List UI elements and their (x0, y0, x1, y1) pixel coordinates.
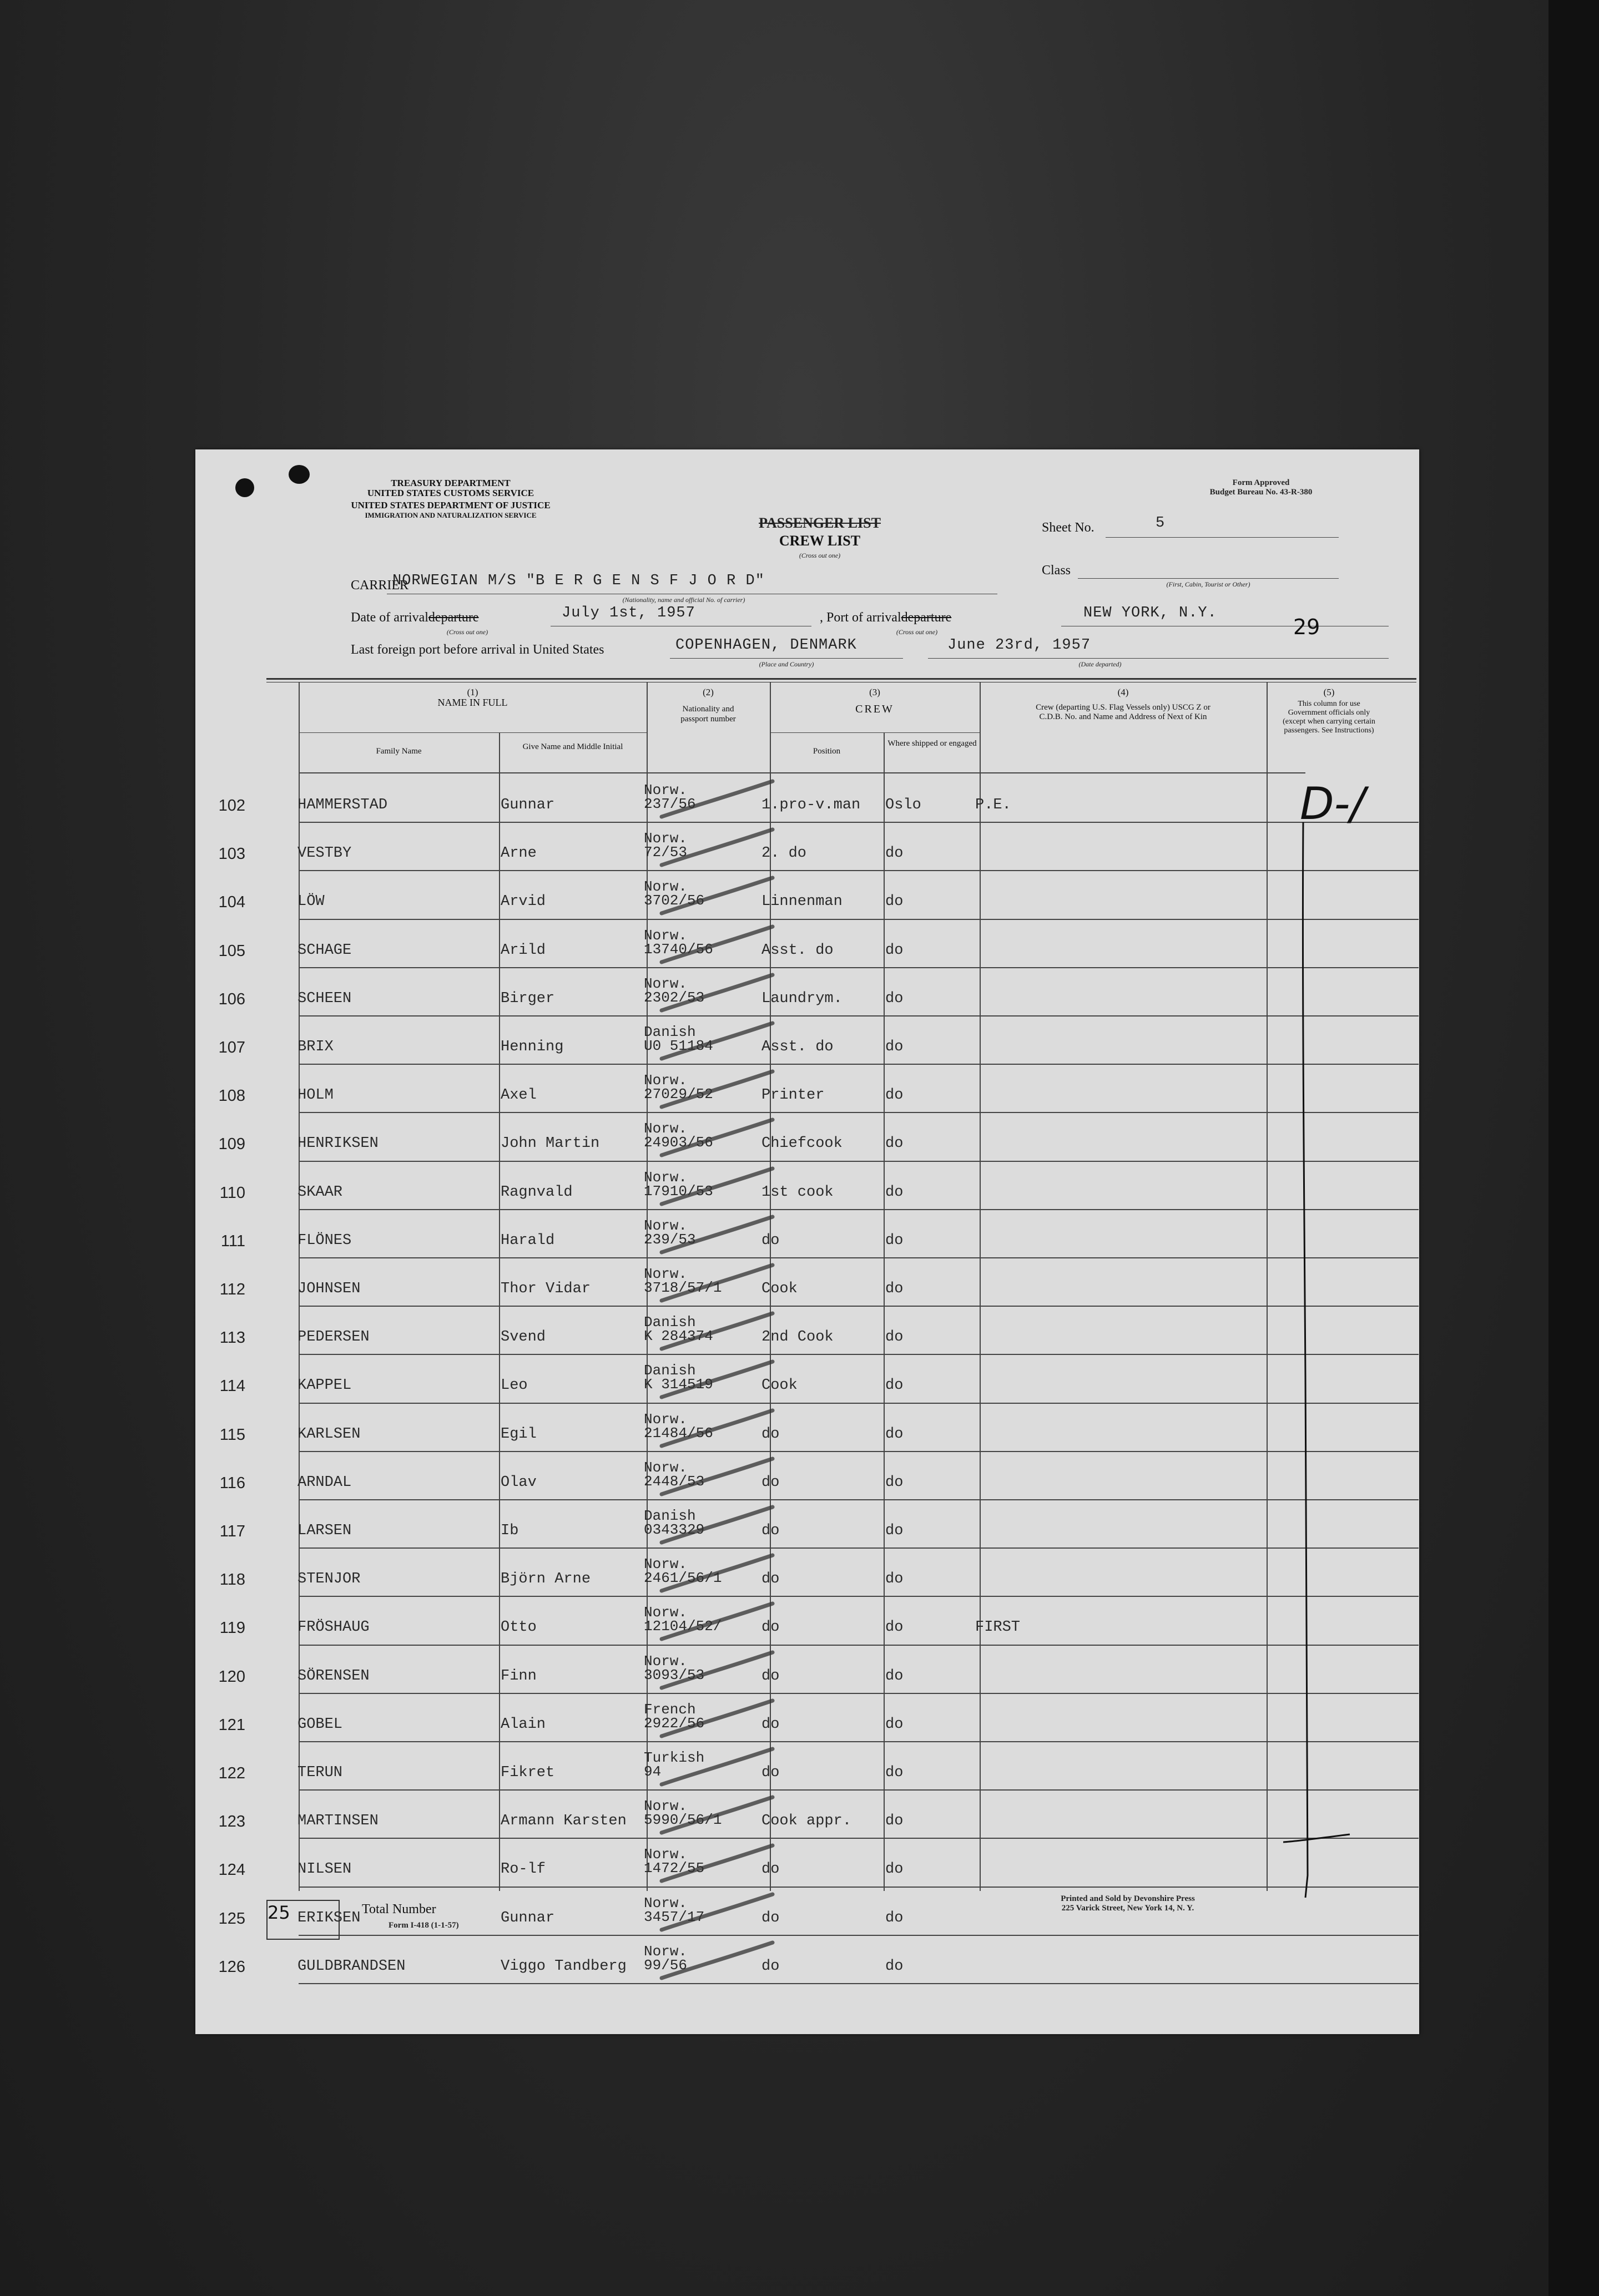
agency-line: UNITED STATES CUSTOMS SERVICE (367, 488, 534, 498)
row-number: 125 (218, 1909, 245, 1928)
agency-line: TREASURY DEPARTMENT (391, 478, 511, 488)
check-mark-icon (656, 1551, 784, 1595)
row-number: 109 (218, 1135, 245, 1154)
shipped-where: do (885, 1619, 904, 1636)
nationality: Norw. (644, 1459, 688, 1476)
crew-position: do (761, 1958, 780, 1975)
given-name: Axel (501, 1087, 537, 1104)
crew-position: do (761, 1425, 780, 1443)
passport-number: 21484/56 (644, 1424, 713, 1442)
row-rule (299, 1596, 1419, 1597)
port-label-comma: , (820, 610, 826, 625)
crew-position: do (761, 1571, 780, 1588)
col3-position-header: Position (813, 747, 841, 756)
nationality: Danish (644, 1362, 696, 1379)
check-mark-icon (656, 1019, 784, 1063)
shipped-where: do (885, 1425, 904, 1443)
row-number: 123 (218, 1813, 245, 1831)
col3-header (770, 687, 980, 715)
port-label-departure: departure (901, 610, 952, 625)
family-name: HAMMERSTAD (297, 797, 388, 813)
col-divider-given (499, 732, 500, 1891)
next-of-kin: FIRST (975, 1619, 1021, 1636)
crew-position: do (761, 1523, 780, 1539)
check-mark-icon (656, 1599, 784, 1643)
last-port-value: COPENHAGEN, DENMARK (675, 637, 857, 654)
port-value: NEW YORK, N.Y. (1083, 605, 1217, 621)
crew-position: do (761, 1619, 780, 1636)
shipped-where: do (885, 845, 904, 862)
family-name: HENRIKSEN (297, 1135, 379, 1152)
crew-position: Asst. do (761, 942, 834, 959)
col2-number: (2) (703, 687, 714, 697)
family-name: NILSEN (297, 1861, 352, 1878)
passport-number: 1472/55 (644, 1860, 705, 1877)
family-name: FRÖSHAUG (297, 1619, 370, 1636)
check-mark-icon (656, 1164, 784, 1208)
family-name: LARSEN (297, 1523, 352, 1539)
nationality: Norw. (644, 1846, 688, 1863)
passport-number: 5990/56/1 (644, 1812, 722, 1829)
row-rule (299, 1693, 1419, 1694)
port-label-arrival: Port of arrival (826, 610, 901, 625)
row-rule (299, 1547, 1419, 1549)
col3-where-header: Where shipped or engaged (887, 739, 977, 748)
family-name: TERUN (297, 1764, 343, 1781)
nationality: Norw. (644, 975, 688, 992)
last-port-label: Last foreign port before arrival in United States (351, 643, 604, 657)
total-value: 25 (268, 1902, 290, 1923)
shipped-where: Oslo (885, 797, 921, 813)
nationality: Norw. (644, 1652, 688, 1670)
nationality: Norw. (644, 1072, 688, 1089)
crew-position: 2nd Cook (761, 1329, 834, 1346)
crew-position: Chiefcook (761, 1135, 843, 1152)
agency-line: UNITED STATES DEPARTMENT OF JUSTICE (351, 500, 551, 510)
given-name: Finn (501, 1667, 537, 1685)
family-name: SKAAR (297, 1184, 343, 1201)
row-number: 107 (218, 1039, 245, 1056)
row-number: 108 (218, 1087, 245, 1105)
shipped-where: do (885, 1377, 904, 1394)
check-mark-icon (656, 1261, 784, 1305)
shipped-where: do (885, 1281, 904, 1297)
row-number: 113 (219, 1329, 245, 1347)
col1-number: (1) (467, 687, 478, 697)
col-divider-official (1267, 682, 1268, 1891)
nationality: Norw. (644, 1217, 688, 1234)
given-name: Ib (501, 1523, 519, 1539)
crew-position: Linnenman (761, 893, 843, 911)
shipped-where: do (885, 1958, 904, 1975)
form-approved: Form Approved (1232, 478, 1290, 487)
row-number: 112 (219, 1281, 245, 1298)
shipped-where: do (885, 1184, 904, 1201)
passport-number: 13740/56 (644, 940, 713, 958)
family-name: KARLSEN (297, 1425, 361, 1443)
crew-position: Cook (761, 1377, 798, 1394)
passport-number: K 314519 (644, 1376, 713, 1393)
agency-line: IMMIGRATION AND NATURALIZATION SERVICE (365, 511, 537, 519)
col2-title: Nationality and passport number (680, 705, 736, 724)
family-name: FLÖNES (297, 1232, 352, 1249)
check-mark-icon (656, 922, 784, 967)
check-mark-icon (656, 777, 784, 821)
family-name: MARTINSEN (297, 1813, 379, 1830)
check-mark-icon (656, 970, 784, 1015)
col1-header (299, 687, 647, 708)
shipped-where: do (885, 1861, 904, 1878)
crew-position: do (761, 1667, 780, 1685)
row-rule (299, 1451, 1419, 1452)
row-number: 122 (218, 1764, 245, 1782)
check-mark-icon (656, 1067, 784, 1111)
given-name: Arild (501, 942, 546, 959)
passport-number: 17910/53 (644, 1182, 713, 1200)
crew-list-form (195, 449, 1419, 2034)
given-name: Harald (501, 1232, 555, 1249)
shipped-where: do (885, 1813, 904, 1830)
given-name: Ragnvald (501, 1184, 573, 1201)
col5-header (1267, 687, 1391, 735)
date-departed-hint: (Date departed) (1078, 660, 1122, 668)
row-number: 104 (218, 893, 245, 912)
family-name: GULDBRANDSEN (297, 1958, 406, 1975)
family-name: JOHNSEN (297, 1281, 361, 1297)
shipped-where: do (885, 1135, 904, 1152)
row-number: 121 (218, 1716, 245, 1734)
row-rule (299, 1161, 1419, 1162)
passport-number: 3093/53 (644, 1666, 705, 1683)
passport-number: 94 (644, 1763, 662, 1780)
sheet-label: Sheet No. (1042, 520, 1094, 535)
passport-number: 99/56 (644, 1956, 688, 1974)
col5-number: (5) (1323, 687, 1335, 697)
crew-position: Printer (761, 1087, 825, 1104)
family-name: HOLM (297, 1087, 334, 1104)
row-rule (299, 1887, 1419, 1888)
crew-position: do (761, 1909, 780, 1926)
printer-block (1011, 1894, 1244, 1913)
given-name: Arvid (501, 893, 546, 911)
row-number: 118 (219, 1571, 245, 1589)
col1-given-header: Give Name and Middle Initial (522, 742, 623, 751)
check-mark-icon (656, 1309, 784, 1353)
row-rule (299, 1983, 1419, 1984)
check-mark-icon (656, 1696, 784, 1741)
nationality: Norw. (644, 878, 688, 896)
given-name: Olav (501, 1474, 537, 1491)
given-name: Fikret (501, 1764, 555, 1781)
passport-number: 2448/53 (644, 1473, 705, 1490)
nationality: Danish (644, 1314, 696, 1331)
row-rule (299, 822, 1419, 823)
check-mark-icon (656, 1938, 784, 1983)
carrier-label: CARRIER (351, 578, 409, 593)
row-number: 116 (219, 1474, 245, 1492)
family-name: KAPPEL (297, 1377, 352, 1394)
crew-position: 1.pro-v.man (761, 797, 861, 813)
crew-position: do (761, 1764, 780, 1781)
given-name: Egil (501, 1425, 537, 1443)
class-hint: (First, Cabin, Tourist or Other) (1166, 580, 1250, 588)
row-rule (299, 967, 1419, 968)
shipped-where: do (885, 1087, 904, 1104)
date-value: July 1st, 1957 (562, 605, 695, 621)
given-name: John Martin (501, 1135, 600, 1152)
family-name: SCHEEN (297, 990, 352, 1007)
passport-number: 3702/56 (644, 892, 705, 909)
nationality: Norw. (644, 782, 688, 798)
given-name: Svend (501, 1329, 546, 1346)
row-rule (299, 919, 1419, 920)
shipped-where: do (885, 1909, 904, 1926)
shipped-where: do (885, 1716, 904, 1733)
given-name: Otto (501, 1619, 537, 1636)
crew-table (195, 449, 1419, 2034)
printer-line: 225 Varick Street, New York 14, N. Y. (1061, 1904, 1194, 1913)
nationality: French (644, 1701, 696, 1718)
passport-number: 0343329 (644, 1521, 705, 1538)
name-subheader-rule (299, 732, 647, 733)
family-name: LÖW (297, 893, 325, 911)
passport-number: 3457/17 (644, 1908, 705, 1925)
family-name: SCHAGE (297, 942, 352, 959)
list-title-struck: PASSENGER LIST (759, 515, 881, 531)
page-number: 29 (1293, 615, 1320, 639)
list-title: CREW LIST (779, 533, 861, 549)
col-divider-where (884, 732, 885, 1891)
class-label: Class (1042, 563, 1071, 578)
row-number: 102 (218, 797, 245, 815)
row-rule (299, 1257, 1419, 1258)
row-rule (299, 1403, 1419, 1404)
shipped-where: do (885, 893, 904, 911)
col3-title: CREW (855, 703, 894, 715)
passport-number: 2922/56 (644, 1715, 705, 1732)
nationality: Norw. (644, 927, 688, 944)
nationality: Norw. (644, 1169, 688, 1186)
row-rule (299, 1064, 1419, 1065)
check-mark-icon (656, 1406, 784, 1450)
col2-header (647, 687, 770, 724)
col4-number: (4) (1117, 687, 1129, 697)
col4-header (980, 687, 1267, 722)
check-mark-icon (656, 1648, 784, 1692)
given-name: Gunnar (501, 1909, 555, 1926)
check-mark-icon (656, 1503, 784, 1547)
row-rule (299, 1741, 1419, 1742)
row-rule (299, 1209, 1419, 1210)
given-name: Birger (501, 990, 555, 1007)
scan-edge (1548, 0, 1599, 2296)
nationality: Norw. (644, 1556, 688, 1573)
check-mark-icon (656, 1793, 784, 1837)
date-label-departure: departure (428, 610, 479, 625)
given-name: Leo (501, 1377, 528, 1394)
nationality: Norw. (644, 1410, 688, 1428)
shipped-where: do (885, 942, 904, 959)
family-name: ERIKSEN (297, 1909, 361, 1926)
family-name: SÖRENSEN (297, 1667, 370, 1685)
carrier-value: NORWEGIAN M/S "B E R G E N S F J O R D" (392, 573, 765, 589)
nationality: Norw. (644, 1266, 688, 1282)
date-departed-value: June 23rd, 1957 (947, 637, 1091, 654)
passport-number: K 284374 (644, 1328, 713, 1345)
nationality: Norw. (644, 1894, 688, 1911)
crew-subheader-rule (770, 732, 980, 733)
check-mark-icon (656, 1841, 784, 1885)
given-name: Henning (501, 1039, 564, 1055)
crew-position: Asst. do (761, 1039, 834, 1055)
nationality: Norw. (644, 1604, 688, 1621)
nationality: Danish (644, 1024, 696, 1040)
passport-number: U0 51184 (644, 1038, 713, 1054)
port-hint: (Cross out one) (896, 628, 938, 636)
passport-number: 24903/56 (644, 1134, 713, 1151)
row-number: 105 (218, 942, 245, 960)
col5-title: This column for use Government officials only (except when carrying certain passengers. See Instructions) (1283, 700, 1375, 735)
shipped-where: do (885, 1329, 904, 1346)
header-bottom-rule (299, 772, 1305, 773)
shipped-where: do (885, 1474, 904, 1491)
shipped-where: do (885, 1523, 904, 1539)
row-rule (299, 1499, 1419, 1500)
row-number: 110 (219, 1184, 245, 1202)
check-mark-icon (656, 873, 784, 918)
form-id: Form I-418 (1-1-57) (389, 1921, 459, 1930)
col1-title: NAME IN FULL (437, 697, 508, 708)
check-mark-icon (656, 1744, 784, 1789)
crew-position: Cook appr. (761, 1813, 852, 1830)
passport-number: 12104/52/ (644, 1618, 722, 1635)
given-name: Arne (501, 845, 537, 862)
shipped-where: do (885, 1764, 904, 1781)
crew-position: do (761, 1716, 780, 1733)
row-rule (299, 1354, 1419, 1355)
row-number: 106 (218, 990, 245, 1008)
row-number: 103 (218, 845, 245, 863)
date-label-arrival: Date of arrival (351, 610, 428, 625)
given-name: Gunnar (501, 797, 555, 813)
check-mark-icon (656, 1115, 784, 1160)
family-name: STENJOR (297, 1571, 361, 1588)
date-hint: (Cross out one) (446, 628, 488, 636)
official-annotation: D-/ (1300, 778, 1365, 830)
row-rule (299, 1306, 1419, 1307)
sheet-value: 5 (1156, 515, 1166, 532)
shipped-where: do (885, 1667, 904, 1685)
col1-family-header: Family Name (376, 747, 422, 756)
passport-number: 27029/52 (644, 1086, 713, 1103)
col4-title: Crew (departing U.S. Flag Vessels only) USCG Z or C.D.B. No. and Name and Address of Next of Kin (1036, 703, 1210, 721)
passport-number: 3718/57/1 (644, 1280, 722, 1296)
row-rule (299, 1935, 1419, 1936)
given-name: Björn Arne (501, 1571, 591, 1588)
passport-number: 72/53 (644, 844, 688, 861)
row-rule (299, 870, 1419, 871)
crew-position: do (761, 1232, 780, 1249)
check-mark-icon (656, 825, 784, 869)
total-label: Total Number (362, 1902, 436, 1916)
family-name: PEDERSEN (297, 1329, 370, 1346)
passport-number: 237/56 (644, 796, 696, 812)
nationality: Norw. (644, 1943, 688, 1960)
printer-line: Printed and Sold by Devonshire Press (1061, 1894, 1195, 1903)
check-mark-icon (656, 1357, 784, 1402)
col3-number: (3) (869, 687, 880, 697)
family-name: ARNDAL (297, 1474, 352, 1491)
row-number: 120 (218, 1667, 245, 1686)
col-divider-kin (980, 682, 981, 1891)
row-number: 117 (219, 1523, 245, 1540)
nationality: Norw. (644, 830, 688, 847)
row-number: 126 (218, 1958, 245, 1976)
given-name: Ro-lf (501, 1861, 546, 1878)
official-mark-line (1283, 821, 1361, 1903)
crew-position: do (761, 1474, 780, 1491)
row-rule (299, 1645, 1419, 1646)
crew-position: Laundrym. (761, 990, 843, 1007)
row-rule (299, 1838, 1419, 1839)
cross-out-hint: (Cross out one) (799, 552, 841, 559)
shipped-where: do (885, 1571, 904, 1588)
row-number: 115 (219, 1425, 245, 1444)
passport-number: 2302/53 (644, 989, 705, 1006)
nationality: Danish (644, 1508, 696, 1524)
shipped-where: do (885, 1232, 904, 1249)
next-of-kin: P.E. (975, 797, 1011, 813)
crew-position: Cook (761, 1281, 798, 1297)
given-name: Viggo Tandberg (501, 1958, 627, 1975)
crew-position: 2. do (761, 845, 807, 862)
check-mark-icon (656, 1890, 784, 1934)
nationality: Norw. (644, 1120, 688, 1137)
check-mark-icon (656, 1454, 784, 1499)
row-rule (299, 1789, 1419, 1791)
nationality: Turkish (644, 1749, 705, 1766)
last-port-hint: (Place and Country) (759, 660, 814, 668)
crew-position: 1st cook (761, 1184, 834, 1201)
row-number: 111 (220, 1232, 245, 1250)
row-number: 124 (218, 1861, 245, 1879)
budget-bureau: Budget Bureau No. 43-R-380 (1209, 488, 1313, 497)
family-name: VESTBY (297, 845, 352, 862)
family-name: GOBEL (297, 1716, 343, 1733)
check-mark-icon (656, 1212, 784, 1257)
family-name: BRIX (297, 1039, 334, 1055)
shipped-where: do (885, 1039, 904, 1055)
nationality: Norw. (644, 1798, 688, 1815)
row-number: 114 (219, 1377, 245, 1395)
given-name: Alain (501, 1716, 546, 1733)
row-number: 119 (219, 1619, 245, 1637)
row-rule (299, 1015, 1419, 1016)
shipped-where: do (885, 990, 904, 1007)
row-rule (299, 1112, 1419, 1113)
passport-number: 239/53 (644, 1231, 696, 1248)
passport-number: 2461/56/1 (644, 1570, 722, 1587)
given-name: Thor Vidar (501, 1281, 591, 1297)
given-name: Armann Karsten (501, 1813, 627, 1830)
crew-position: do (761, 1861, 780, 1878)
carrier-hint: (Nationality, name and official No. of carrier) (622, 596, 745, 604)
